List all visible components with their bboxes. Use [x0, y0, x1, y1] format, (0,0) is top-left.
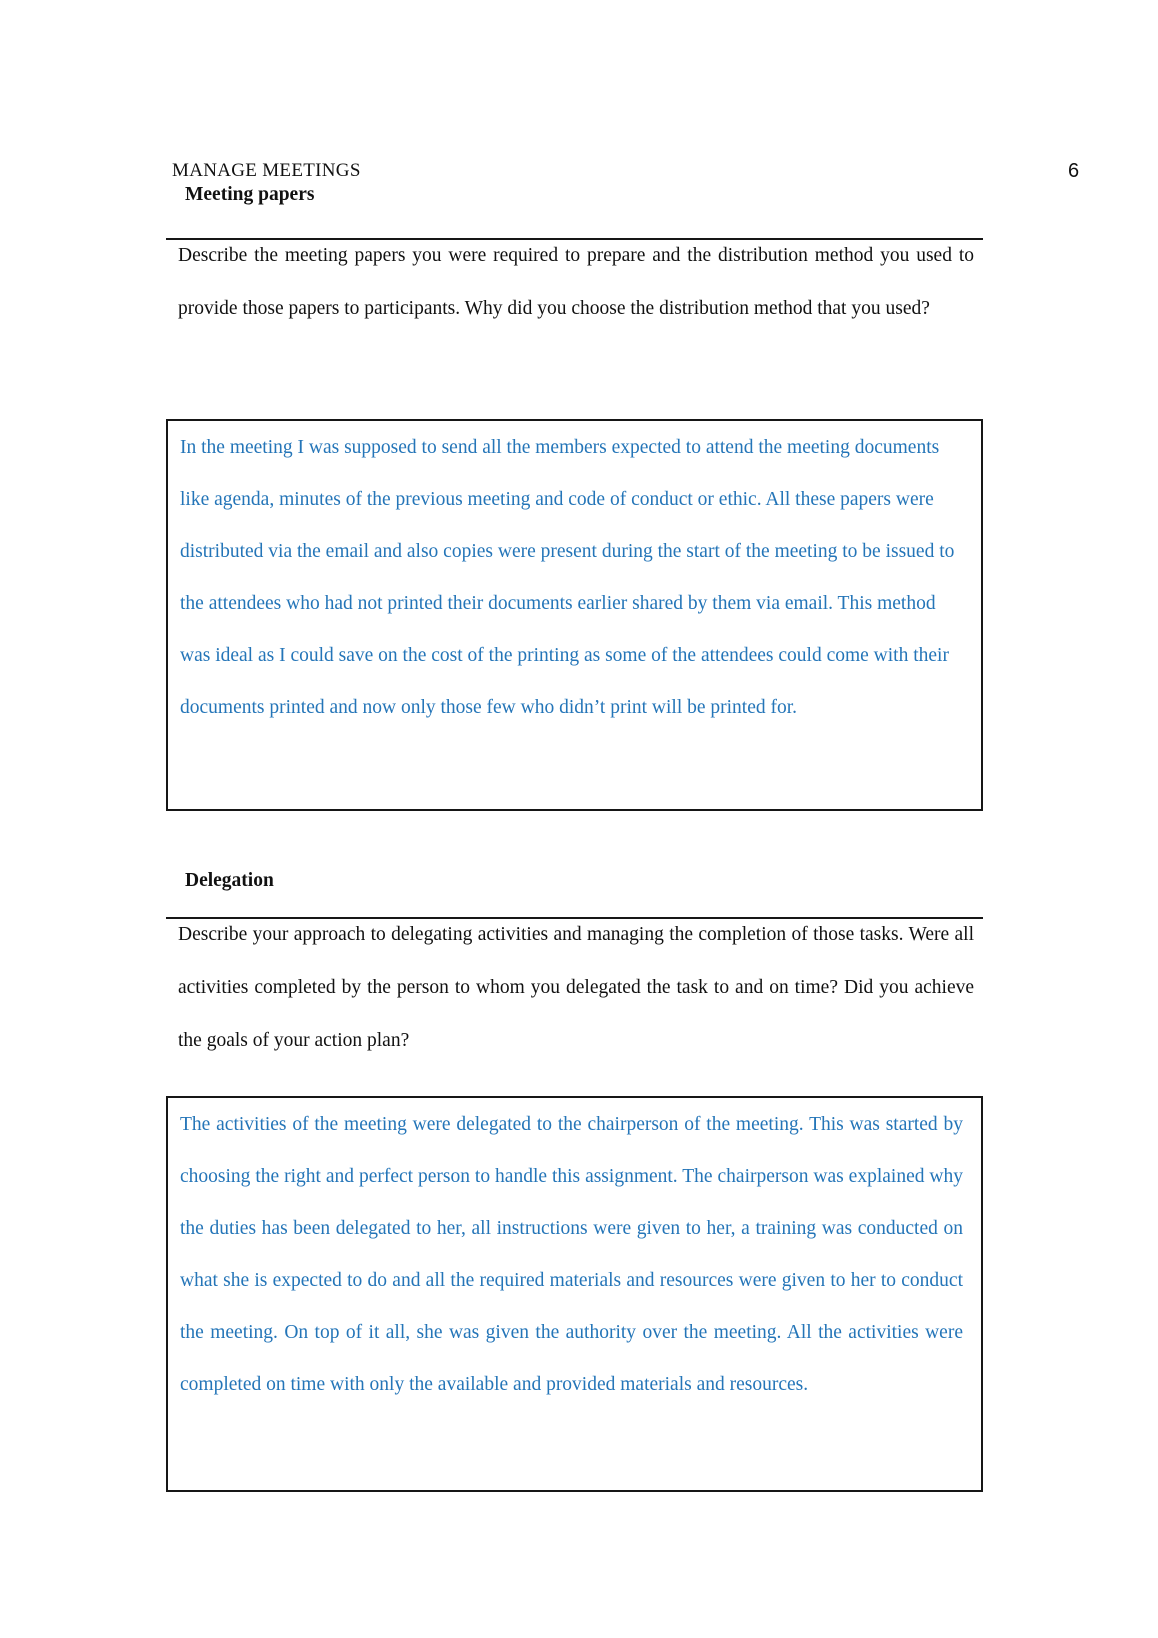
document-header-title: MANAGE MEETINGS [172, 160, 361, 181]
answer-box-delegation[interactable] [166, 1096, 983, 1492]
answer-text-meeting-papers: In the meeting I was supposed to send all the members expected to attend the meeting documents like agenda, minutes of the previous meeting and code of conduct or ethic. All these papers were distributed via the email and also copies were present during the start of the meeting to be issued to the attendees who had not printed their documents earlier shared by them via email. This method was ideal as I could save on the cost of the printing as some of the attendees could come with their documents printed and now only those few who didn’t print will be printed for. [180, 437, 955, 718]
question-text-meeting-papers: Describe the meeting papers you were required to prepare and the distribution method you used to provide those papers to participants. Why did you choose the distribution method that you used? [178, 245, 974, 319]
page-number: 6 [1068, 160, 1080, 182]
section-heading-meeting-papers: Meeting papers [185, 184, 315, 205]
question-text-delegation: Describe your approach to delegating activities and managing the completion of those tasks. Were all activities completed by the person to whom you delegated the task to and on time? Did you achieve the goals of your action plan? [178, 924, 974, 1051]
answer-text-delegation: The activities of the meeting were delegated to the chairperson of the meeting. This was started by choosing the right and perfect person to handle this assignment. The chairperson was explained why the duties has been delegated to her, all instructions were given to her, a training was conducted on what she is expected to do and all the required materials and resources were given to her to conduct the meeting. On top of it all, she was given the authority over the meeting. All the activities were completed on time with only the available and provided materials and resources. [180, 1114, 963, 1395]
answer-box-meeting-papers[interactable] [166, 419, 983, 811]
section-heading-delegation: Delegation [185, 870, 274, 891]
